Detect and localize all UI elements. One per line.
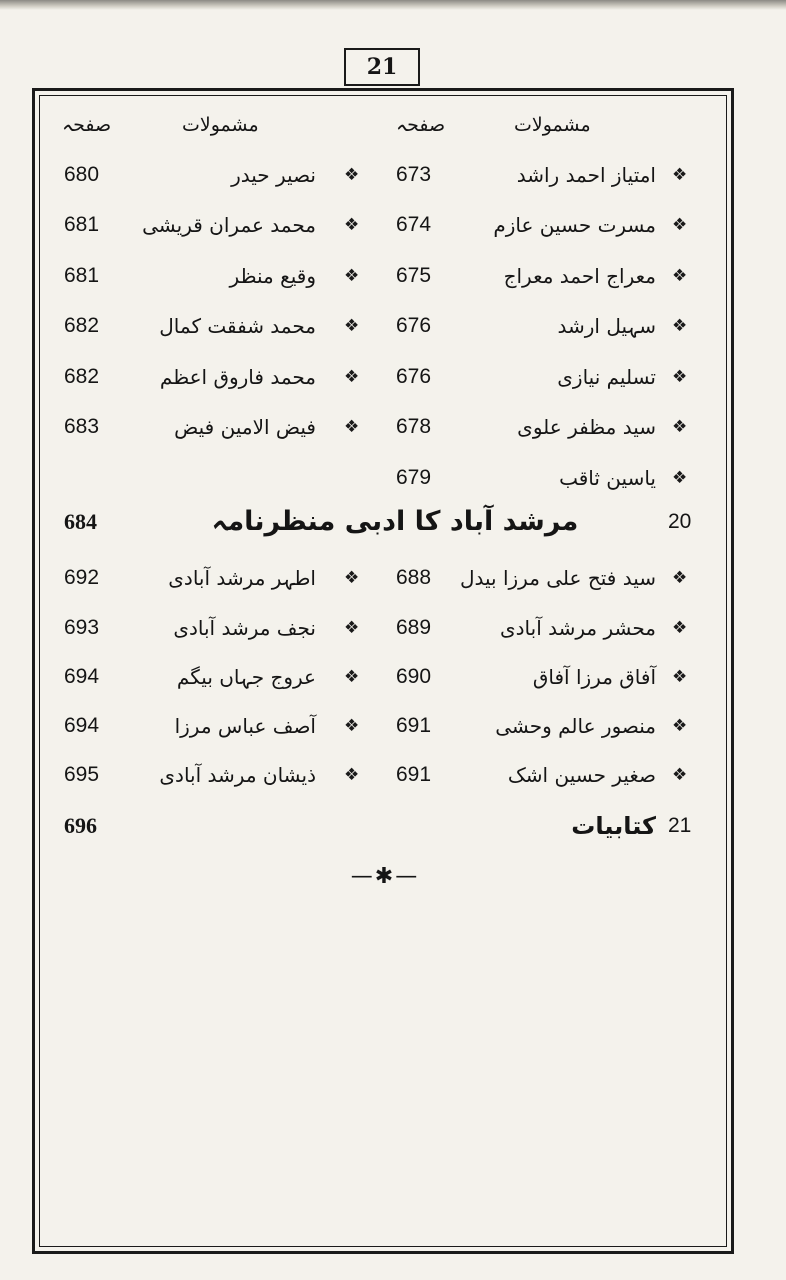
entry-right-name: تسلیم نیازی	[557, 365, 656, 389]
entry-left-page: 680	[64, 163, 100, 186]
entry-left-page: 693	[64, 616, 100, 639]
entry-right-name: محشر مرشد آبادی	[500, 616, 656, 640]
entry-right-page: 691	[396, 763, 432, 786]
entry-left-page: 682	[64, 365, 100, 388]
entry-left-page: 682	[64, 314, 100, 337]
entry-right-page: 676	[396, 365, 432, 388]
section-title: کتابیات	[571, 812, 656, 840]
entry-left-name: آصف عباس مرزا	[174, 714, 316, 738]
section-heading-21	[0, 806, 786, 846]
bullet-icon: ❖	[672, 367, 688, 387]
entry-right-page: 679	[396, 466, 432, 489]
bullet-icon: ❖	[672, 618, 688, 638]
right-page-header: صفحہ	[396, 114, 446, 136]
entry-left-page: 692	[64, 566, 100, 589]
entry-left-page: 694	[64, 665, 100, 688]
entry-right-page: 691	[396, 714, 432, 737]
entry-right-name: امتیاز احمد راشد	[516, 163, 656, 187]
entry-right-page: 688	[396, 566, 432, 589]
toc-row	[0, 706, 786, 746]
entry-right-name: یاسین ثاقب	[559, 466, 656, 490]
entry-right-name: سید مظفر علوی	[517, 415, 656, 439]
toc-row	[0, 357, 786, 397]
entry-left-page: 683	[64, 415, 100, 438]
entry-right-name: سید فتح علی مرزا بیدل	[459, 566, 656, 590]
bullet-icon: ❖	[344, 417, 360, 437]
entry-left-name: محمد شفقت کمال	[159, 314, 316, 338]
bullet-icon: ❖	[672, 165, 688, 185]
entry-left-name: محمد عمران قریشی	[142, 213, 316, 237]
entry-left-page: 695	[64, 763, 100, 786]
section-page: 696	[64, 813, 97, 838]
entry-right-page: 689	[396, 616, 432, 639]
toc-row	[0, 205, 786, 245]
bullet-icon: ❖	[672, 417, 688, 437]
toc-row	[0, 657, 786, 697]
entry-left-name: نجف مرشد آبادی	[173, 616, 316, 640]
section-page: 684	[64, 509, 97, 534]
entry-right-name: آفاق مرزا آفاق	[532, 665, 656, 689]
entry-right-page: 675	[396, 264, 432, 287]
bullet-icon: ❖	[344, 568, 360, 588]
entry-left-name: اطہر مرشد آبادی	[168, 566, 316, 590]
toc-row	[0, 558, 786, 598]
toc-row	[0, 256, 786, 296]
bullet-icon: ❖	[344, 618, 360, 638]
end-ornament-icon: —✱—	[350, 864, 420, 889]
right-contents-header: مشمولات	[514, 114, 591, 136]
bullet-icon: ❖	[344, 316, 360, 336]
page-number: 21	[344, 48, 420, 86]
bullet-icon: ❖	[672, 765, 688, 785]
entry-right-page: 673	[396, 163, 432, 186]
bullet-icon: ❖	[344, 266, 360, 286]
entry-left-page: 694	[64, 714, 100, 737]
entry-right-page: 678	[396, 415, 432, 438]
left-contents-header: مشمولات	[182, 114, 259, 136]
toc-row	[0, 155, 786, 195]
bullet-icon: ❖	[672, 468, 688, 488]
entry-left-page: 681	[64, 264, 100, 287]
bullet-icon: ❖	[344, 215, 360, 235]
entry-right-name: منصور عالم وحشی	[495, 714, 656, 738]
bullet-icon: ❖	[672, 568, 688, 588]
toc-row	[0, 458, 786, 498]
entry-left-name: وقیع منظر	[229, 264, 316, 288]
entry-right-page: 690	[396, 665, 432, 688]
toc-row	[0, 407, 786, 447]
toc-row	[0, 755, 786, 795]
entry-right-name: مسرت حسین عازم	[493, 213, 656, 237]
section-number: 20	[668, 510, 692, 533]
entry-left-name: عروج جہاں بیگم	[176, 665, 316, 689]
section-number: 21	[668, 814, 692, 837]
bullet-icon: ❖	[344, 165, 360, 185]
entry-left-name: فیض الامین فیض	[174, 415, 316, 439]
bullet-icon: ❖	[672, 215, 688, 235]
toc-row	[0, 608, 786, 648]
left-page-header: صفحہ	[62, 114, 112, 136]
bullet-icon: ❖	[672, 316, 688, 336]
bullet-icon: ❖	[344, 367, 360, 387]
section-title: مرشد آباد کا ادبی منظرنامہ	[211, 506, 579, 537]
entry-right-name: صغیر حسین اشک	[507, 763, 656, 787]
entry-right-name: معراج احمد معراج	[503, 264, 656, 288]
entry-left-name: نصیر حیدر	[231, 163, 316, 187]
entry-left-name: ذیشان مرشد آبادی	[159, 763, 316, 787]
entry-right-page: 674	[396, 213, 432, 236]
bullet-icon: ❖	[344, 716, 360, 736]
entry-right-name: سہیل ارشد	[557, 314, 656, 338]
toc-row	[0, 306, 786, 346]
bullet-icon: ❖	[672, 716, 688, 736]
bullet-icon: ❖	[672, 266, 688, 286]
bullet-icon: ❖	[672, 667, 688, 687]
entry-left-page: 681	[64, 213, 100, 236]
section-heading-20	[0, 502, 786, 542]
bullet-icon: ❖	[344, 667, 360, 687]
bullet-icon: ❖	[344, 765, 360, 785]
entry-left-name: محمد فاروق اعظم	[159, 365, 316, 389]
entry-right-page: 676	[396, 314, 432, 337]
